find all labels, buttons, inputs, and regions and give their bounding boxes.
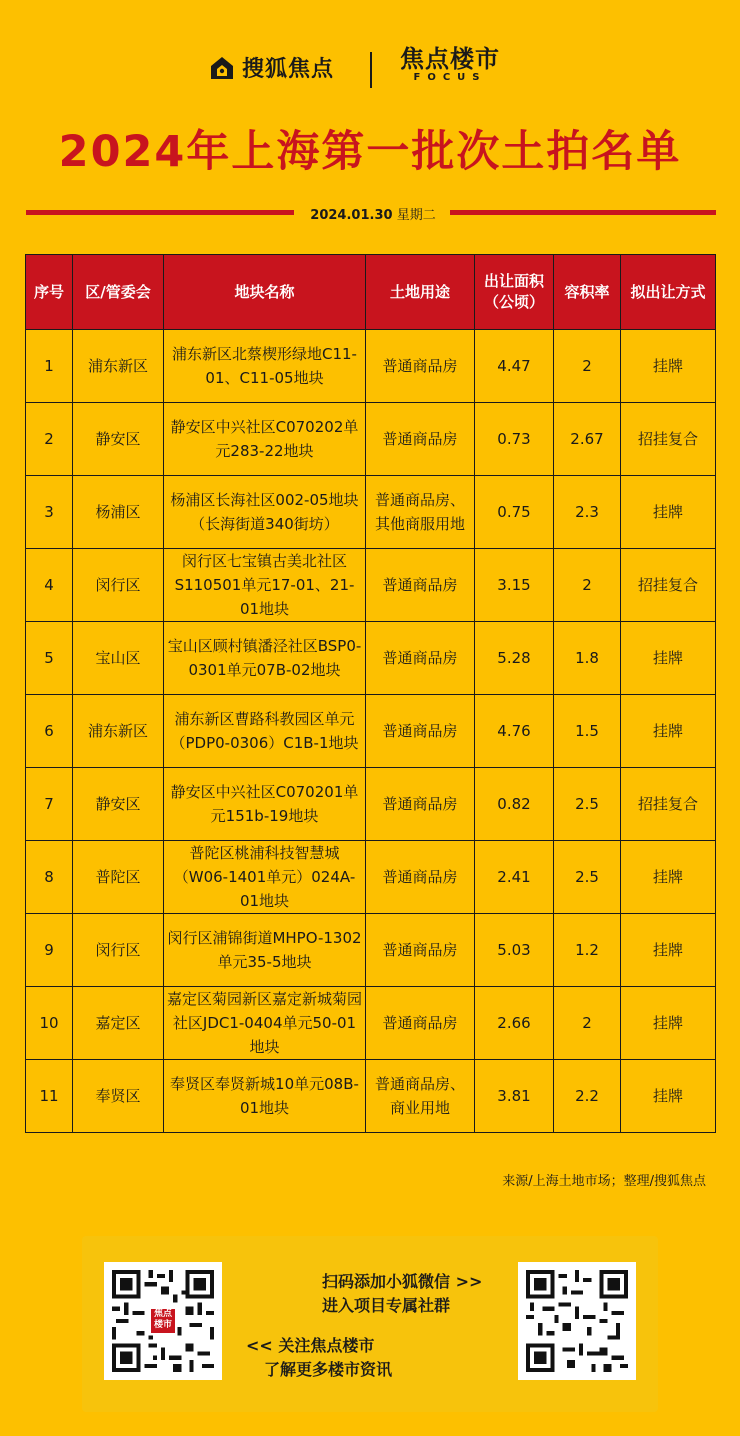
- cell-method: 挂牌: [621, 476, 716, 549]
- brand-left-text: 搜狐焦点: [242, 57, 335, 82]
- cell-far: 2.67: [554, 403, 621, 476]
- cell-far: 1.8: [554, 622, 621, 695]
- page-title: 2024年上海第一批次土拍名单: [58, 127, 682, 177]
- promo-line3: << 关注焦点楼市: [246, 1336, 375, 1355]
- cell-far: 2.5: [554, 768, 621, 841]
- cell-district: 浦东新区: [73, 330, 164, 403]
- cell-method: 挂牌: [621, 987, 716, 1060]
- col-header-method: 拟出让方式: [621, 255, 716, 330]
- cell-seq: 10: [26, 987, 73, 1060]
- table-row: [26, 403, 716, 476]
- cell-use: 普通商品房: [366, 622, 475, 695]
- col-header-plot: 地块名称: [164, 255, 366, 330]
- cell-area: 3.15: [475, 549, 554, 622]
- cell-seq: 6: [26, 695, 73, 768]
- col-header-area: [475, 255, 554, 330]
- cell-area: 0.82: [475, 768, 554, 841]
- promo-line4: 了解更多楼市资讯: [264, 1360, 393, 1379]
- cell-plot: 杨浦区长海社区002-05地块（长海街道340街坊）: [164, 476, 366, 549]
- promo-panel: [82, 1236, 658, 1412]
- cell-plot: 闵行区浦锦街道MHPO-1302单元35-5地块: [164, 914, 366, 987]
- cell-area: 5.03: [475, 914, 554, 987]
- cell-seq: 9: [26, 914, 73, 987]
- col-header-far: 容积率: [554, 255, 621, 330]
- cell-area: 0.73: [475, 403, 554, 476]
- col-header-seq: 序号: [26, 255, 73, 330]
- cell-plot: 闵行区七宝镇古美北社区S110501单元17-01、21-01地块: [164, 549, 366, 622]
- cell-use: 普通商品房、其他商服用地: [366, 476, 475, 549]
- col-header-area-line1: 出让面积: [483, 272, 544, 290]
- cell-district: 奉贤区: [73, 1060, 164, 1133]
- cell-plot: 嘉定区菊园新区嘉定新城菊园社区JDC1-0404单元50-01地块: [164, 987, 366, 1060]
- cell-area: 2.41: [475, 841, 554, 914]
- cell-district: 静安区: [73, 768, 164, 841]
- cell-district: 闵行区: [73, 914, 164, 987]
- cell-method: 招挂复合: [621, 549, 716, 622]
- table-row: [26, 987, 716, 1060]
- qr-code-left: [104, 1262, 222, 1380]
- focus-brand-cn: 焦点楼市: [400, 45, 500, 73]
- col-header-area-line2: （公顷）: [483, 293, 544, 311]
- cell-district: 静安区: [73, 403, 164, 476]
- col-header-use: 土地用途: [366, 255, 475, 330]
- table-row: [26, 841, 716, 914]
- cell-seq: 8: [26, 841, 73, 914]
- cell-method: 招挂复合: [621, 768, 716, 841]
- cell-use: 普通商品房: [366, 768, 475, 841]
- cell-area: 2.66: [475, 987, 554, 1060]
- promo-line1: 扫码添加小狐微信 >>: [322, 1272, 483, 1291]
- cell-far: 1.2: [554, 914, 621, 987]
- cell-use: 普通商品房: [366, 987, 475, 1060]
- cell-far: 2: [554, 549, 621, 622]
- cell-use: 普通商品房: [366, 549, 475, 622]
- cell-district: 浦东新区: [73, 695, 164, 768]
- cell-plot: 普陀区桃浦科技智慧城（W06-1401单元）024A-01地块: [164, 841, 366, 914]
- table-row: [26, 330, 716, 403]
- cell-district: 普陀区: [73, 841, 164, 914]
- header: [0, 44, 740, 94]
- date-text: [300, 204, 446, 223]
- cell-area: 0.75: [475, 476, 554, 549]
- table-row: [26, 622, 716, 695]
- table-row: [26, 1060, 716, 1133]
- cell-far: 2: [554, 330, 621, 403]
- cell-far: 2.2: [554, 1060, 621, 1133]
- focus-brand-en: FOCUS: [413, 72, 487, 83]
- cell-plot: 静安区中兴社区C070201单元151b-19地块: [164, 768, 366, 841]
- cell-area: 4.47: [475, 330, 554, 403]
- cell-district: 宝山区: [73, 622, 164, 695]
- table-row: [26, 549, 716, 622]
- cell-area: 4.76: [475, 695, 554, 768]
- fox-logo-icon: [208, 54, 236, 82]
- promo-line2: 进入项目专属社群: [322, 1296, 451, 1315]
- brand-divider: [370, 52, 372, 88]
- date-value: 2024.01.30: [310, 208, 393, 223]
- cell-method: 挂牌: [621, 330, 716, 403]
- cell-seq: 4: [26, 549, 73, 622]
- cell-use: 普通商品房: [366, 914, 475, 987]
- cell-area: 5.28: [475, 622, 554, 695]
- cell-method: 招挂复合: [621, 403, 716, 476]
- table-row: [26, 476, 716, 549]
- qr-code-icon: [526, 1270, 628, 1372]
- promo-text-wechat: [322, 1270, 512, 1318]
- cell-plot: 宝山区顾村镇潘泾社区BSP0-0301单元07B-02地块: [164, 622, 366, 695]
- cell-method: 挂牌: [621, 695, 716, 768]
- cell-plot: 浦东新区北蔡楔形绿地C11-01、C11-05地块: [164, 330, 366, 403]
- date-weekday: 星期二: [396, 208, 436, 223]
- cell-seq: 5: [26, 622, 73, 695]
- cell-plot: 静安区中兴社区C070202单元283-22地块: [164, 403, 366, 476]
- cell-plot: 奉贤区奉贤新城10单元08B-01地块: [164, 1060, 366, 1133]
- qr-badge: 焦点楼市: [151, 1309, 175, 1333]
- cell-seq: 3: [26, 476, 73, 549]
- cell-district: 闵行区: [73, 549, 164, 622]
- rule-left: [26, 210, 294, 215]
- cell-far: 1.5: [554, 695, 621, 768]
- cell-seq: 2: [26, 403, 73, 476]
- cell-district: 杨浦区: [73, 476, 164, 549]
- cell-use: 普通商品房: [366, 695, 475, 768]
- table-row: [26, 768, 716, 841]
- cell-seq: 11: [26, 1060, 73, 1133]
- table-row: [26, 695, 716, 768]
- cell-use: 普通商品房: [366, 403, 475, 476]
- cell-district: 嘉定区: [73, 987, 164, 1060]
- land-auction-table: [25, 254, 716, 1133]
- cell-far: 2: [554, 987, 621, 1060]
- cell-use: 普通商品房: [366, 841, 475, 914]
- cell-seq: 1: [26, 330, 73, 403]
- cell-far: 2.5: [554, 841, 621, 914]
- cell-method: 挂牌: [621, 914, 716, 987]
- cell-method: 挂牌: [621, 841, 716, 914]
- cell-use: 普通商品房: [366, 330, 475, 403]
- promo-text-follow: [246, 1334, 446, 1382]
- sohu-focus-brand: [208, 52, 334, 83]
- table-header-row: [26, 255, 716, 330]
- cell-method: 挂牌: [621, 622, 716, 695]
- rule-right: [450, 210, 716, 215]
- cell-method: 挂牌: [621, 1060, 716, 1133]
- focus-brand: [400, 46, 500, 84]
- date-line: [0, 204, 740, 222]
- cell-use: 普通商品房、商业用地: [366, 1060, 475, 1133]
- cell-area: 3.81: [475, 1060, 554, 1133]
- table-row: [26, 914, 716, 987]
- source-note: 来源/上海土地市场；整理/搜狐焦点: [502, 1174, 706, 1189]
- cell-seq: 7: [26, 768, 73, 841]
- col-header-district: 区/管委会: [73, 255, 164, 330]
- cell-plot: 浦东新区曹路科教园区单元（PDP0-0306）C1B-1地块: [164, 695, 366, 768]
- cell-far: 2.3: [554, 476, 621, 549]
- qr-code-right: [518, 1262, 636, 1380]
